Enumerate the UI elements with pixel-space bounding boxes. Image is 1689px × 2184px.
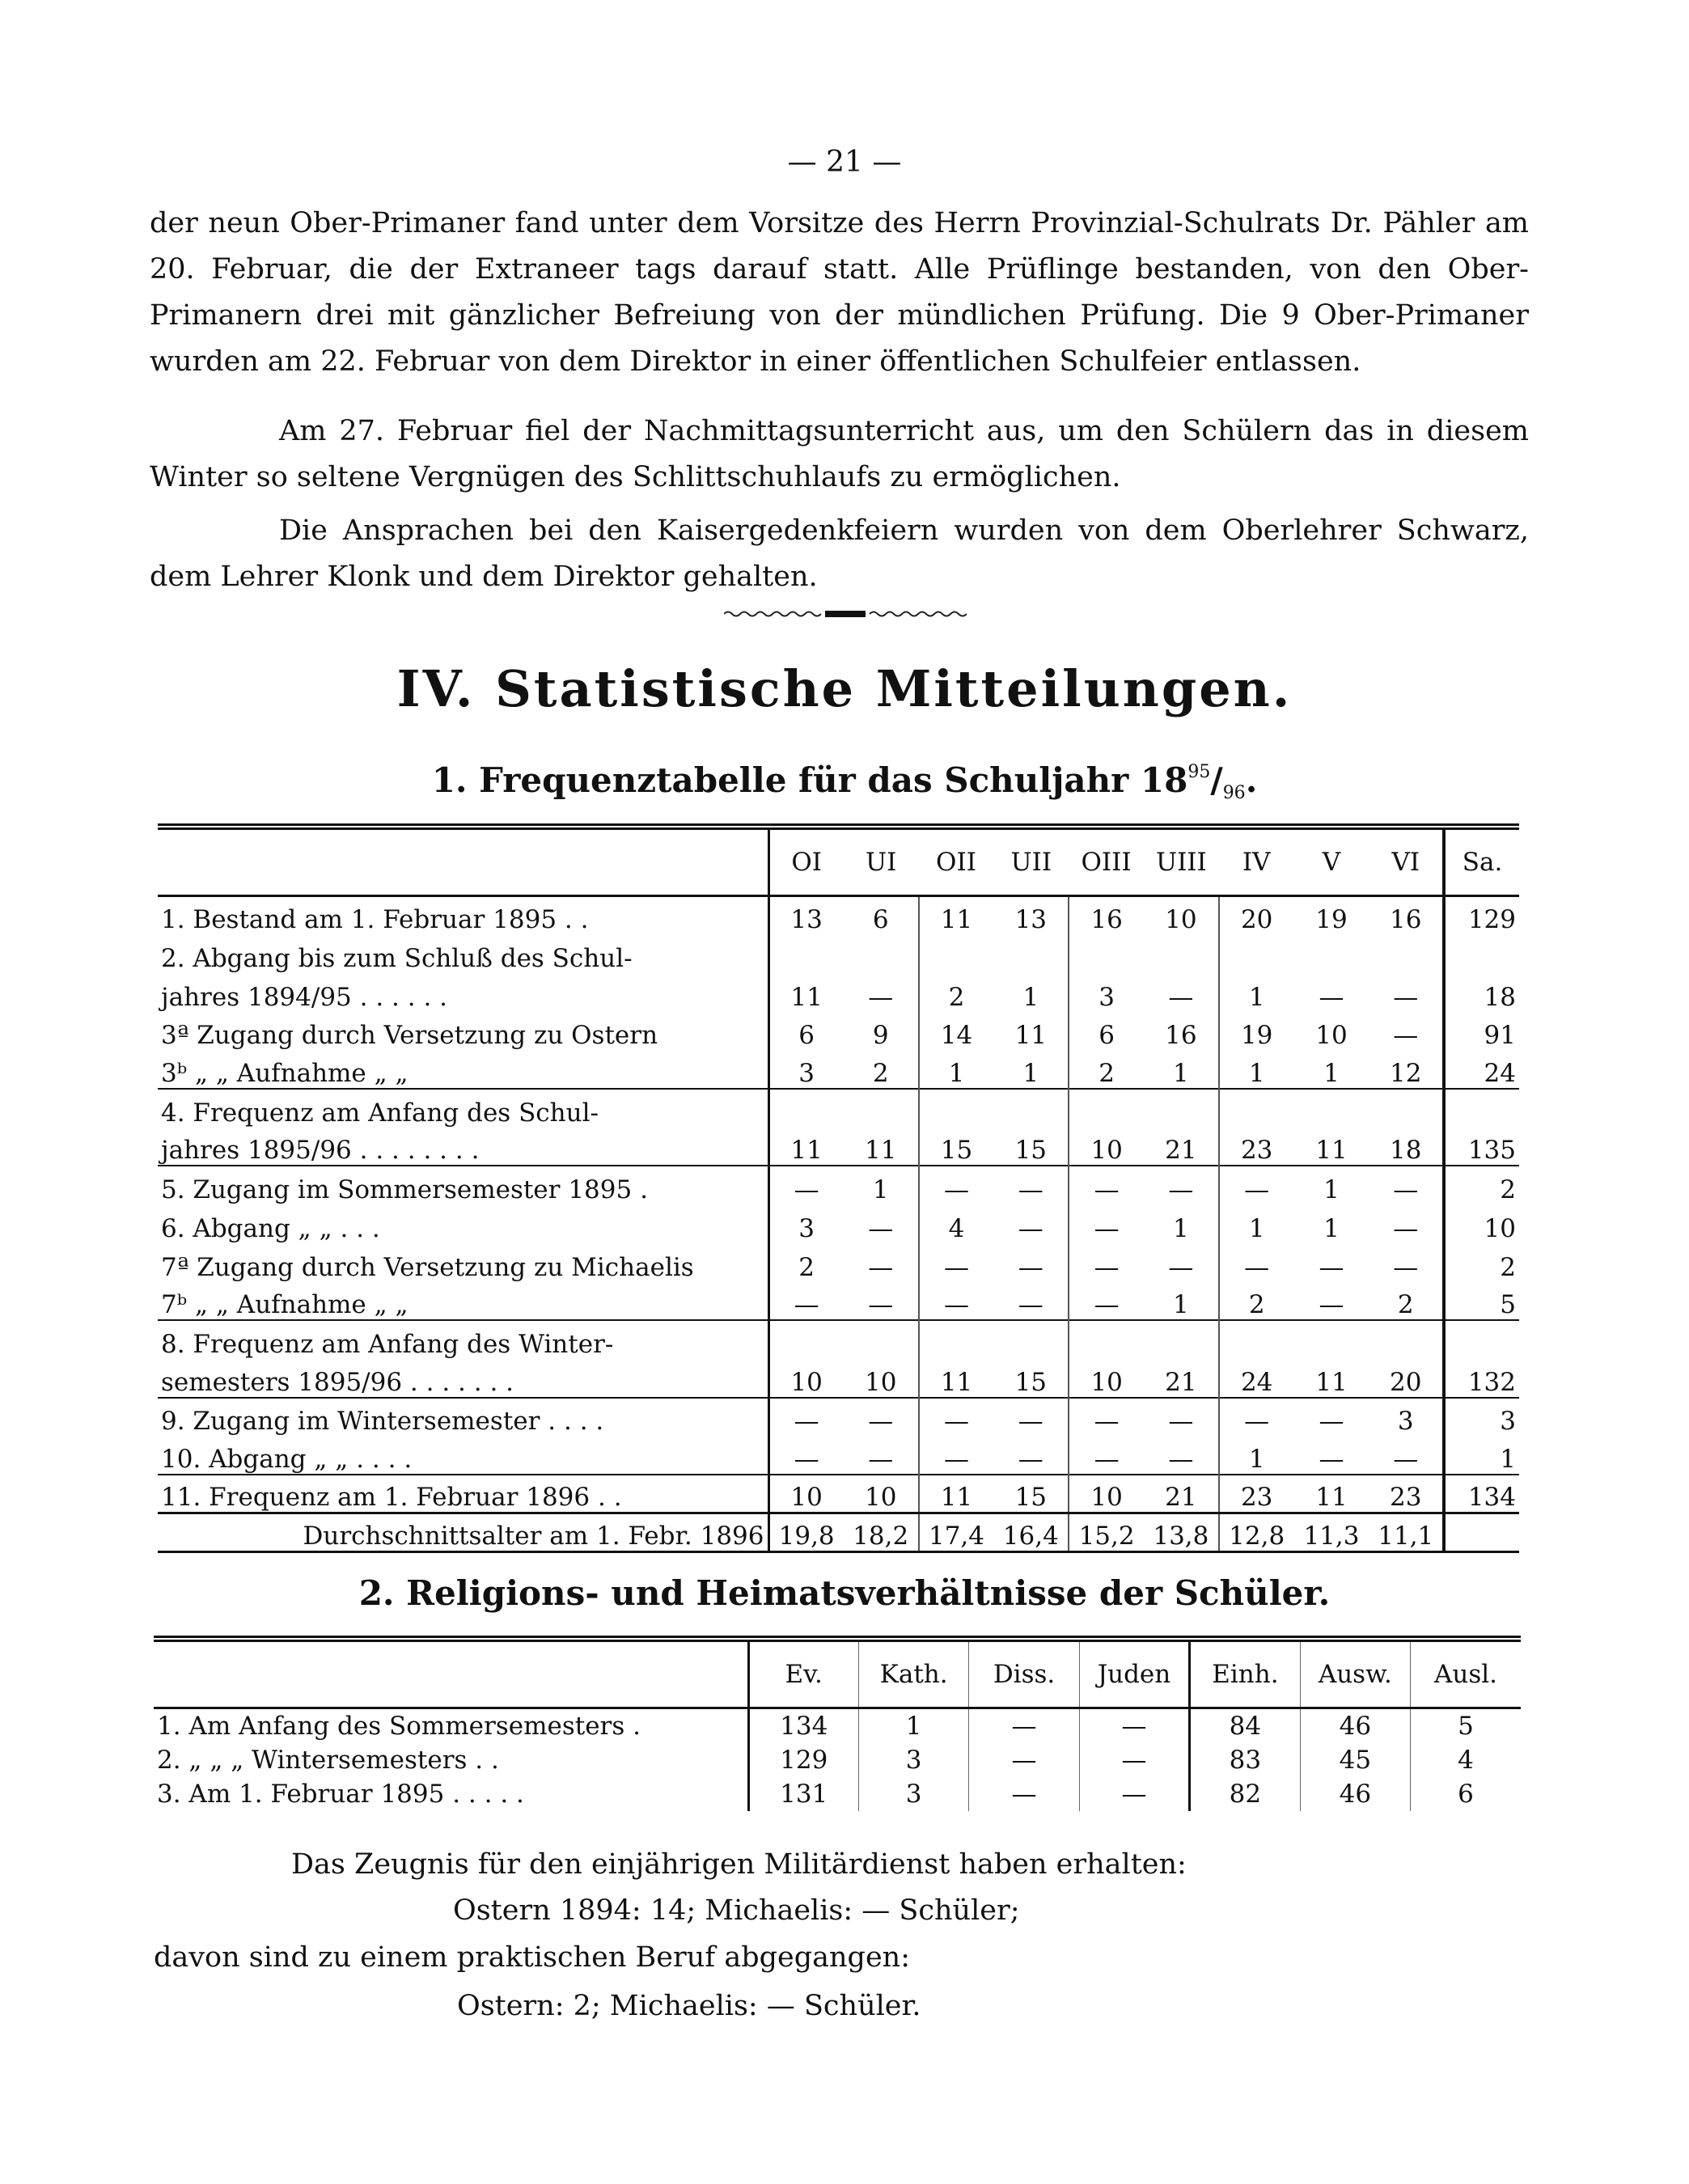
cell-value: —: [969, 1777, 1079, 1811]
table1-title-prefix: 1. Frequenztabelle für das Schuljahr 18: [431, 760, 1188, 800]
cell-value: 11: [1014, 1021, 1048, 1051]
cell-value: 45: [1300, 1743, 1410, 1777]
row-label: 1. Am Anfang des Sommersemesters .: [154, 1708, 748, 1744]
table-row: [158, 1128, 1519, 1166]
col-header: Ev.: [748, 1639, 858, 1708]
cell-value: 11,3: [1294, 1513, 1369, 1552]
cell-value: 11: [919, 1475, 994, 1513]
cell-value: 17,4: [919, 1513, 994, 1552]
cell-value: —: [1144, 1398, 1219, 1437]
paragraph-1: [150, 201, 1529, 385]
cell-value: [1219, 1089, 1294, 1128]
cell-value: 10: [1069, 1475, 1144, 1513]
footer-line-2: Ostern 1894: 14; Michaelis: — Schüler;: [453, 1894, 1020, 1927]
cell-value: [1444, 1089, 1519, 1128]
cell-value: —: [768, 1166, 844, 1204]
cell-value: 4: [1411, 1743, 1521, 1777]
cell-value: 10: [790, 1367, 823, 1397]
col-header: VI: [1369, 827, 1444, 896]
footer-line-4: Ostern: 2; Michaelis: — Schüler.: [457, 1990, 921, 2022]
cell-value: —: [1393, 1213, 1419, 1243]
cell-value: 11: [1315, 1367, 1348, 1397]
cell-value: 1: [1173, 1290, 1189, 1320]
cell-value: 1: [1219, 1436, 1294, 1475]
cell-value: —: [1319, 982, 1344, 1012]
cell-value: —: [1018, 1252, 1043, 1282]
frequency-table-header: [158, 827, 1519, 896]
row-label: 11. Frequenz am 1. Februar 1896 . .: [158, 1475, 768, 1513]
cell-value: 16: [1069, 896, 1144, 935]
cell-value: 16: [1165, 1021, 1197, 1051]
cell-value: —: [993, 1398, 1069, 1437]
cell-value: 13: [790, 905, 823, 935]
cell-value: 23: [1219, 1128, 1294, 1166]
cell-value: 1: [1294, 1166, 1369, 1204]
row-label: 2. Abgang bis zum Schluß des Schul-: [158, 934, 768, 973]
cell-value: [768, 1089, 844, 1128]
cell-value: [919, 934, 994, 973]
header-label-cell: [158, 827, 768, 896]
cell-value: 21: [1144, 1475, 1219, 1513]
row-label: 6. Abgang „ „ . . .: [158, 1204, 768, 1243]
cell-value: —: [1393, 1252, 1419, 1282]
row-label: semesters 1895/96 . . . . . . .: [158, 1359, 768, 1398]
cell-value: —: [919, 1436, 994, 1475]
cell-value: 134: [780, 1712, 828, 1741]
cell-value: 11: [864, 1136, 897, 1166]
paragraph-1-text: der neun Ober-Primaner fand unter dem Vorsitze des Herrn Provinzial-Schulrats Dr. Pähler am 20. Februar, die der Extraneer tags darauf statt. Alle Prüflinge bestanden, von den Ober-Primanern drei mit gänzlicher Befreiung von der mündlichen Prüfung. Die 9 Ober-Primaner wurden am 22. Februar von dem Direktor in einer öffentlichen Schulfeier entlassen.: [150, 207, 1529, 378]
cell-value: 15,2: [1069, 1513, 1144, 1552]
row-label: 1. Bestand am 1. Februar 1895 . .: [158, 896, 768, 935]
cell-value: 91: [1444, 1012, 1519, 1051]
cell-value: —: [1168, 1445, 1194, 1475]
cell-value: 14: [919, 1012, 994, 1051]
footer-line-1: Das Zeugnis für den einjährigen Militärdienst haben erhalten:: [291, 1848, 1187, 1881]
cell-value: 1: [1219, 1204, 1294, 1243]
cell-value: 23: [1219, 1475, 1294, 1513]
cell-value: 21: [1165, 1367, 1197, 1397]
religion-table-header: [154, 1639, 1521, 1708]
cell-value: —: [868, 982, 894, 1012]
cell-value: 12: [1390, 1059, 1422, 1089]
cell-value: [1144, 1089, 1219, 1128]
col-header: UII: [993, 827, 1069, 896]
row-label: 5. Zugang im Sommersemester 1895 .: [158, 1166, 768, 1204]
row-label: 2. „ „ „ Wintersemesters . .: [154, 1743, 748, 1777]
cell-value: 6: [872, 905, 889, 935]
cell-value: 5: [1444, 1282, 1519, 1321]
paragraph-2: [150, 408, 1529, 501]
cell-value: —: [1168, 1252, 1194, 1282]
cell-value: —: [1079, 1708, 1189, 1744]
page-number: — 21 —: [787, 146, 902, 179]
cell-value: [993, 1320, 1069, 1359]
cell-value: [1369, 1320, 1444, 1359]
cell-value: 1: [1323, 1059, 1340, 1089]
cell-value: 21: [1165, 1136, 1197, 1166]
cell-value: 18: [1444, 973, 1519, 1012]
cell-value: 10: [1315, 1021, 1348, 1051]
cell-value: —: [1219, 1398, 1294, 1437]
cell-value: 13,8: [1144, 1513, 1219, 1552]
cell-value: —: [1294, 1398, 1369, 1437]
cell-value: —: [844, 1398, 919, 1437]
section-title: IV. Statistische Mitteilungen.: [396, 659, 1293, 718]
cell-value: —: [1069, 1166, 1144, 1204]
table-row: [154, 1743, 1521, 1777]
header-label-cell: [154, 1639, 748, 1708]
cell-value: [1294, 1320, 1369, 1359]
cell-value: 3: [1069, 973, 1144, 1012]
row-label: jahres 1894/95 . . . . . .: [158, 973, 768, 1012]
cell-value: 1: [1219, 973, 1294, 1012]
cell-value: —: [794, 1445, 819, 1475]
cell-value: [1294, 934, 1369, 973]
cell-value: 2: [1069, 1050, 1144, 1089]
frequency-table: [158, 823, 1519, 1553]
cell-value: 24: [1444, 1050, 1519, 1089]
table-row: [158, 973, 1519, 1012]
cell-value: —: [919, 1243, 994, 1282]
cell-value: 1: [1444, 1436, 1519, 1475]
cell-value: 1: [1022, 1059, 1039, 1089]
cell-value: [1219, 934, 1294, 973]
cell-value: —: [868, 1445, 894, 1475]
table-row: [154, 1708, 1521, 1744]
cell-value: [1369, 934, 1444, 973]
cell-value: —: [1319, 1445, 1344, 1475]
cell-value: 1: [1219, 1050, 1294, 1089]
cell-value: —: [1319, 1290, 1344, 1320]
col-header: Kath.: [858, 1639, 968, 1708]
cell-value: —: [1069, 1282, 1144, 1321]
cell-value: [1219, 1320, 1294, 1359]
paragraph-2-text: Am 27. Februar fiel der Nachmittagsunterricht aus, um den Schülern das in diesem Winter so seltene Vergnügen des Schlittschuhlaufs zu ermöglichen.: [150, 415, 1529, 493]
cell-value: 10: [1069, 1359, 1144, 1398]
cell-value: —: [1079, 1743, 1189, 1777]
table1-title: [0, 760, 1689, 803]
cell-value: 1: [1022, 982, 1039, 1012]
cell-value: —: [1369, 1166, 1444, 1204]
col-header: Ausl.: [1411, 1639, 1521, 1708]
cell-value: 1: [858, 1708, 968, 1744]
cell-value: —: [1319, 1252, 1344, 1282]
cell-value: [1444, 934, 1519, 973]
cell-value: —: [1079, 1777, 1189, 1811]
cell-value: 24: [1219, 1359, 1294, 1398]
cell-value: 2: [798, 1252, 815, 1282]
cell-value: [768, 934, 844, 973]
cell-value: 135: [1444, 1128, 1519, 1166]
cell-value: —: [1219, 1166, 1294, 1204]
cell-value: 20: [1219, 896, 1294, 935]
cell-value: —: [1219, 1243, 1294, 1282]
cell-value: —: [1018, 1213, 1043, 1243]
row-label: 3ᵇ „ „ Aufnahme „ „: [158, 1050, 768, 1089]
cell-value: —: [1168, 982, 1194, 1012]
table1-title-sep: /: [1210, 760, 1223, 800]
cell-value: —: [969, 1743, 1079, 1777]
table-row: [158, 1282, 1519, 1321]
cell-value: 2: [1444, 1243, 1519, 1282]
table-row: [158, 1513, 1519, 1552]
col-header: UIII: [1144, 827, 1219, 896]
cell-value: 1: [1173, 1213, 1189, 1243]
cell-value: 134: [1444, 1475, 1519, 1513]
cell-value: 19: [1219, 1012, 1294, 1051]
cell-value: —: [1069, 1398, 1144, 1437]
cell-value: —: [919, 1282, 994, 1321]
table-row: [158, 1436, 1519, 1475]
cell-value: 20: [1390, 1367, 1422, 1397]
cell-value: [1144, 1320, 1219, 1359]
cell-value: —: [919, 1166, 994, 1204]
cell-value: —: [1069, 1204, 1144, 1243]
cell-value: 131: [780, 1780, 828, 1809]
cell-value: [1444, 1320, 1519, 1359]
cell-value: 2: [1397, 1290, 1414, 1320]
footer-line-3: davon sind zu einem praktischen Beruf abgegangen:: [154, 1941, 910, 1974]
cell-value: 16: [1390, 905, 1422, 935]
cell-value: 1: [1323, 1213, 1340, 1243]
table1-title-end: .: [1245, 760, 1258, 800]
cell-value: [993, 934, 1069, 973]
cell-value: 1: [919, 1050, 994, 1089]
cell-value: 3: [858, 1777, 968, 1811]
cell-value: 4: [919, 1204, 994, 1243]
table-row: [158, 1050, 1519, 1089]
cell-value: 2: [919, 973, 994, 1012]
col-header: OI: [768, 827, 844, 896]
cell-value: —: [868, 1252, 894, 1282]
cell-value: 1: [844, 1166, 919, 1204]
cell-value: 10: [844, 1475, 919, 1513]
cell-value: —: [1393, 1445, 1419, 1475]
cell-value: 19: [1315, 905, 1348, 935]
cell-value: 18,2: [844, 1513, 919, 1552]
cell-value: 10: [1069, 1128, 1144, 1166]
cell-value: 3: [798, 1213, 815, 1243]
cell-value: —: [768, 1398, 844, 1437]
col-header: IV: [1219, 827, 1294, 896]
table-row: [158, 1012, 1519, 1051]
cell-value: [919, 1320, 994, 1359]
row-label: 8. Frequenz am Anfang des Winter-: [158, 1320, 768, 1359]
cell-value: [1444, 1513, 1519, 1552]
cell-value: 18: [1390, 1136, 1422, 1166]
table2-title: 2. Religions- und Heimatsverhältnisse der Schüler.: [358, 1573, 1331, 1613]
cell-value: 3: [1369, 1398, 1444, 1437]
cell-value: 3: [858, 1743, 968, 1777]
cell-value: 129: [780, 1746, 828, 1775]
cell-value: —: [1393, 982, 1419, 1012]
row-label: 10. Abgang „ „ . . . .: [158, 1436, 768, 1475]
cell-value: [1069, 1089, 1144, 1128]
cell-value: [1294, 1089, 1369, 1128]
col-header: Sa.: [1444, 827, 1519, 896]
table1-title-sup: 95: [1187, 762, 1211, 782]
cell-value: 3: [1444, 1398, 1519, 1437]
cell-value: 15: [993, 1475, 1069, 1513]
cell-value: —: [1069, 1436, 1144, 1475]
cell-value: 9: [872, 1021, 889, 1051]
cell-value: 129: [1444, 896, 1519, 935]
cell-value: [1069, 1320, 1144, 1359]
cell-value: 6: [798, 1021, 815, 1051]
cell-value: 11: [1294, 1475, 1369, 1513]
table-row: [158, 1089, 1519, 1128]
table-row: [158, 1166, 1519, 1204]
table-row: [158, 1243, 1519, 1282]
row-label: jahres 1895/96 . . . . . . . .: [158, 1128, 768, 1166]
col-header: Einh.: [1190, 1639, 1300, 1708]
table-row: [158, 1398, 1519, 1437]
row-label: 3. Am 1. Februar 1895 . . . . .: [154, 1777, 748, 1811]
cell-value: —: [794, 1290, 819, 1320]
cell-value: 132: [1444, 1359, 1519, 1398]
cell-value: 2: [1219, 1282, 1294, 1321]
cell-value: 2: [1444, 1166, 1519, 1204]
cell-value: 46: [1300, 1777, 1410, 1811]
table-row: [158, 1475, 1519, 1513]
cell-value: —: [969, 1708, 1079, 1744]
cell-value: 13: [1014, 905, 1048, 935]
col-header: Ausw.: [1300, 1639, 1410, 1708]
cell-value: 11: [919, 1359, 994, 1398]
table-row: [158, 934, 1519, 973]
cell-value: [1369, 1089, 1444, 1128]
cell-value: [844, 1089, 919, 1128]
table-row: [154, 1777, 1521, 1811]
cell-value: [844, 1320, 919, 1359]
cell-value: —: [1018, 1290, 1043, 1320]
cell-value: 10: [864, 1367, 897, 1397]
cell-value: —: [1393, 1021, 1419, 1051]
col-header: OIII: [1069, 827, 1144, 896]
row-label: 7ᵇ „ „ Aufnahme „ „: [158, 1282, 768, 1321]
cell-value: —: [868, 1213, 894, 1243]
cell-value: 6: [1411, 1777, 1521, 1811]
col-header: Diss.: [969, 1639, 1079, 1708]
cell-value: —: [993, 1166, 1069, 1204]
cell-value: 2: [872, 1059, 889, 1089]
cell-value: 83: [1190, 1743, 1300, 1777]
cell-value: —: [1069, 1243, 1144, 1282]
col-header: OII: [919, 827, 994, 896]
cell-value: [919, 1089, 994, 1128]
religion-table: [154, 1636, 1521, 1811]
col-header: V: [1294, 827, 1369, 896]
table-row: [158, 896, 1519, 935]
cell-value: 11: [919, 896, 994, 935]
cell-value: 11: [1315, 1136, 1348, 1166]
cell-value: 19,8: [768, 1513, 844, 1552]
cell-value: 10: [1444, 1204, 1519, 1243]
cell-value: 11: [790, 1136, 823, 1166]
ornament-divider: [724, 608, 967, 620]
cell-value: 12,8: [1219, 1513, 1294, 1552]
cell-value: 11,1: [1369, 1513, 1444, 1552]
col-header: UI: [844, 827, 919, 896]
table-row: [158, 1359, 1519, 1398]
cell-value: 84: [1190, 1708, 1300, 1744]
cell-value: 16,4: [993, 1513, 1069, 1552]
cell-value: 10: [768, 1475, 844, 1513]
table-row: [158, 1204, 1519, 1243]
row-label: 4. Frequenz am Anfang des Schul-: [158, 1089, 768, 1128]
table1-title-sub: 96: [1222, 783, 1246, 803]
cell-value: 15: [919, 1128, 994, 1166]
cell-value: —: [1018, 1445, 1043, 1475]
cell-value: 1: [1173, 1059, 1189, 1089]
paragraph-3: [150, 508, 1529, 600]
cell-value: 82: [1190, 1777, 1300, 1811]
cell-value: —: [868, 1290, 894, 1320]
cell-value: —: [919, 1398, 994, 1437]
cell-value: 23: [1369, 1475, 1444, 1513]
cell-value: 10: [1165, 905, 1197, 935]
cell-value: [993, 1089, 1069, 1128]
row-label: 7ª Zugang durch Versetzung zu Michaelis: [158, 1243, 768, 1282]
cell-value: [844, 934, 919, 973]
cell-value: [1069, 934, 1144, 973]
row-label: 9. Zugang im Wintersemester . . . .: [158, 1398, 768, 1437]
cell-value: 6: [1069, 1012, 1144, 1051]
cell-value: —: [1144, 1166, 1219, 1204]
cell-value: [768, 1320, 844, 1359]
row-label: Durchschnittsalter am 1. Febr. 1896: [158, 1513, 768, 1552]
col-header: Juden: [1079, 1639, 1189, 1708]
cell-value: 46: [1300, 1708, 1410, 1744]
table-row: [158, 1320, 1519, 1359]
cell-value: 5: [1411, 1708, 1521, 1744]
paragraph-3-text: Die Ansprachen bei den Kaisergedenkfeiern wurden von dem Oberlehrer Schwarz, dem Lehrer Klonk und dem Direktor gehalten.: [150, 514, 1529, 593]
cell-value: 3: [798, 1059, 815, 1089]
cell-value: [1144, 934, 1219, 973]
cell-value: 11: [790, 982, 823, 1012]
row-label: 3ª Zugang durch Versetzung zu Ostern: [158, 1012, 768, 1051]
cell-value: 15: [1014, 1136, 1048, 1166]
cell-value: 15: [1014, 1367, 1048, 1397]
